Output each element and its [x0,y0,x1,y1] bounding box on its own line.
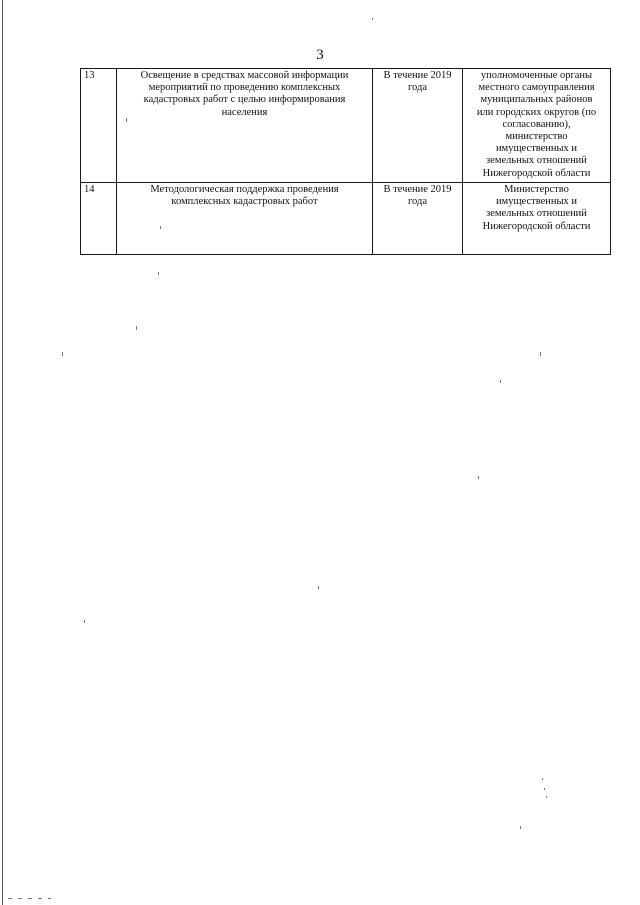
scan-speck [8,898,12,899]
event-text-line: кадастровых работ с целью информирования [143,94,346,106]
table-row [81,183,611,255]
responsible-text-line: уполномоченные органы [480,70,593,81]
scan-speck [500,380,501,383]
scan-edge-line [2,0,3,905]
event-cell [117,183,373,255]
row-number: 14 [81,183,117,255]
event-cell [117,69,373,183]
responsible-text-line: Нижегородской области [482,220,591,232]
scan-speck [84,620,85,623]
scan-speck [136,326,137,330]
responsible-text-line: или городских округов (по [476,106,597,118]
responsible-text-line: земельных отношений [486,155,587,167]
responsible-text-line: имущественных и [495,196,578,208]
scan-speck [546,796,547,798]
responsible-text-line: муниципальных районов [480,94,593,106]
responsible-cell [463,69,611,183]
scan-speck [478,476,479,479]
scan-speck [544,788,545,790]
scan-speck [372,18,373,20]
term-text-line: года [408,196,427,208]
scan-speck [158,272,159,275]
scan-speck [318,586,319,589]
responsible-text-line: имущественных и [495,143,578,155]
term-cell [373,69,463,183]
event-text-line: мероприятий по проведению комплексных [148,82,341,94]
scan-speck [48,898,51,899]
term-cell [373,183,463,255]
responsible-text-line: министерство [505,131,568,143]
term-text-line: года [408,82,427,94]
scan-speck [18,898,22,899]
row-number: 13 [81,69,117,183]
scan-speck [38,898,42,899]
event-text-line: Освещение в средствах массовой информации [140,70,349,81]
responsible-text-line: согласованию), [502,118,571,130]
responsible-text-line: местного самоуправления [478,82,595,94]
responsible-text-line: Нижегородской области [482,167,591,179]
scan-speck [126,118,127,122]
responsible-text-line: земельных отношений [486,208,587,220]
scan-speck [160,226,161,229]
event-text-line: комплексных кадастровых работ [171,196,318,208]
scan-speck [520,826,521,829]
event-text-line: Методологическая поддержка проведения [150,184,339,195]
term-text-line: В течение 2019 [383,70,452,81]
page-number: 3 [316,47,324,63]
scan-speck [62,352,63,356]
scan-speck [542,778,543,780]
scan-speck [540,352,541,356]
scan-speck [28,898,32,899]
term-text-line: В течение 2019 [383,184,452,195]
event-text-line: населения [221,106,268,118]
table-row [81,69,611,183]
responsible-cell [463,183,611,255]
responsible-text-line: Министерство [504,184,569,195]
